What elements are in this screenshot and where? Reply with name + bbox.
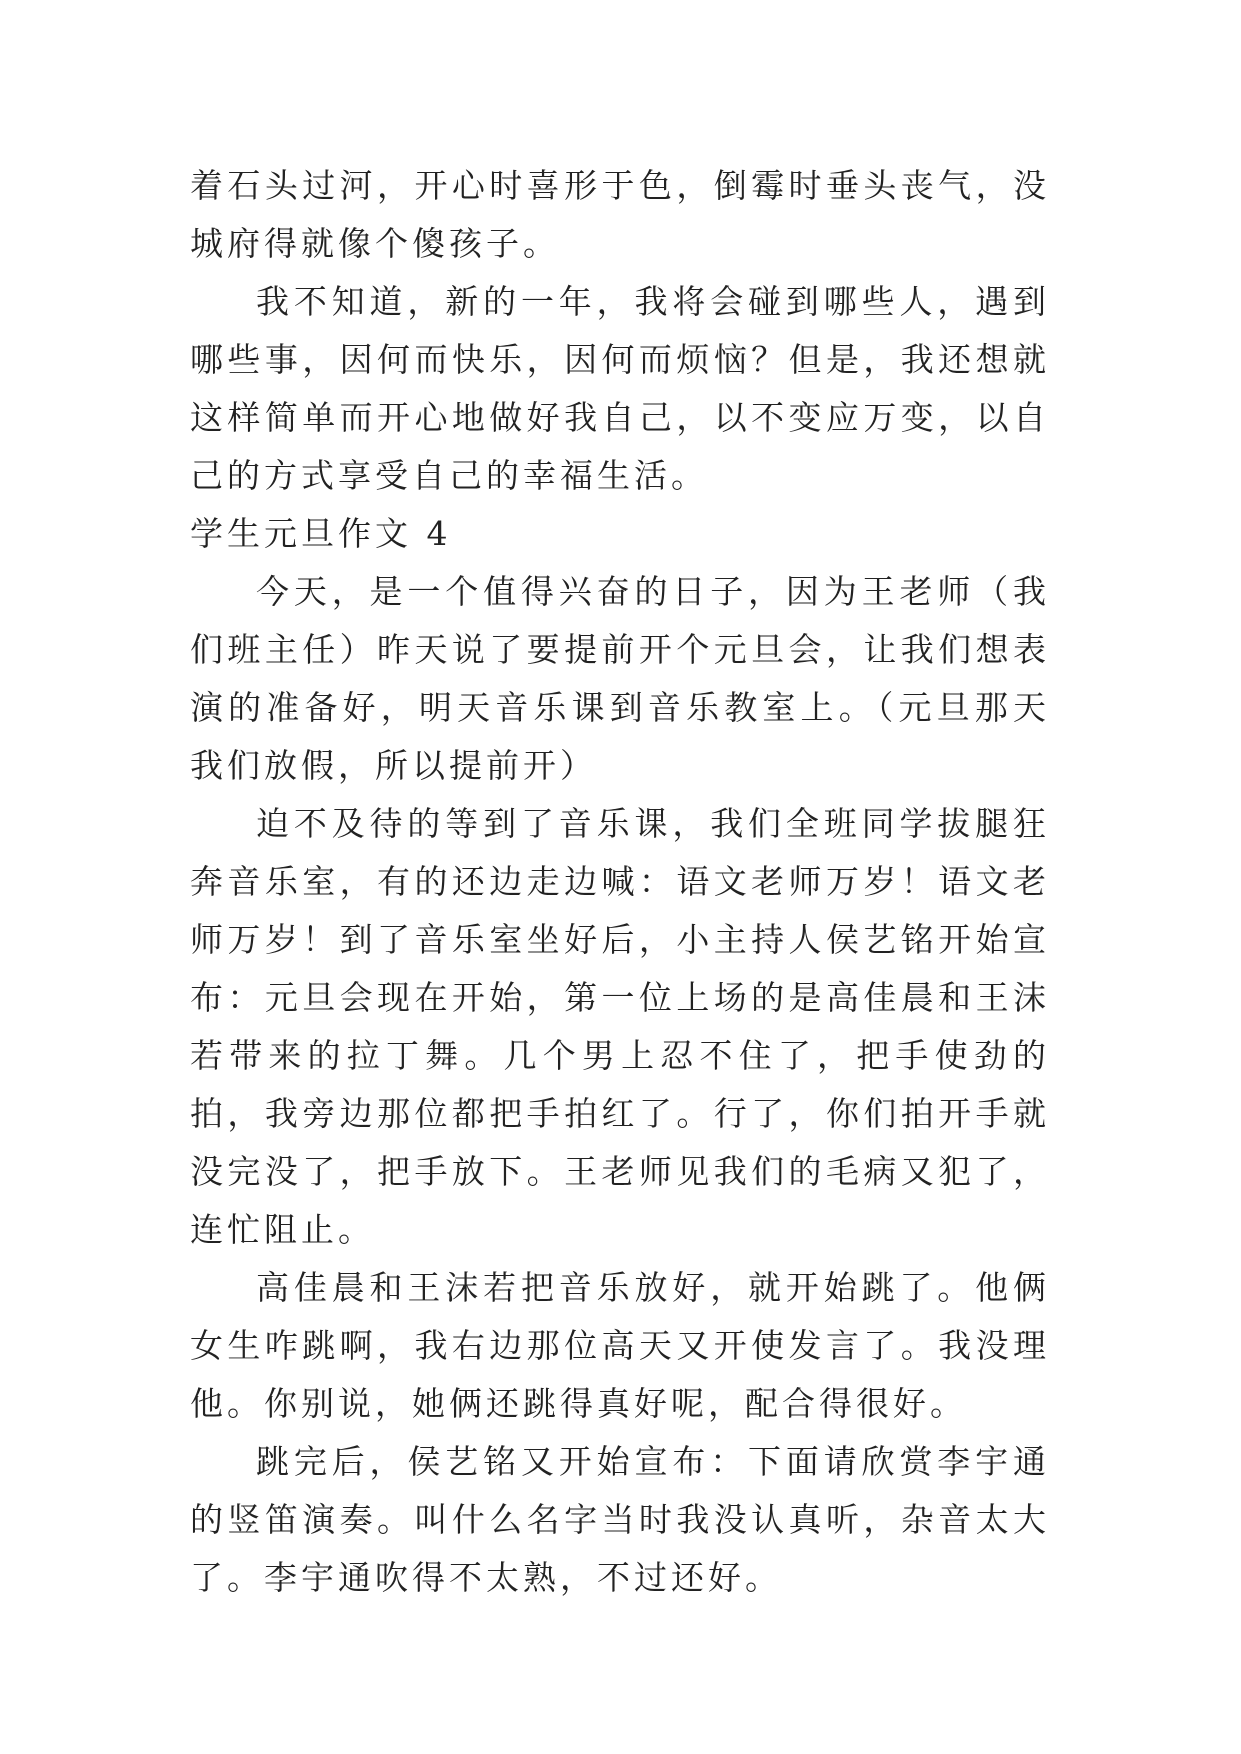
paragraph: 迫不及待的等到了音乐课，我们全班同学拔腿狂奔音乐室，有的还边走边喊：语文老师万岁！语文老师万岁！到了音乐室坐好后，小主持人侯艺铭开始宣布：元旦会现在开始，第一位上场的是高佳晨和王沫若带来的拉丁舞。几个男上忍不住了，把手使劲的拍，我旁边那位都把手拍红了。行了，你们拍开手就没完没了，把手放下。王老师见我们的毛病又犯了，连忙阻止。	[190, 804, 1050, 1249]
paragraph: 高佳晨和王沫若把音乐放好，就开始跳了。他俩女生咋跳啊，我右边那位高天又开使发言了。我没理他。你别说，她俩还跳得真好呢，配合得很好。	[190, 1268, 1050, 1423]
section-heading: 学生元旦作文 4	[190, 514, 452, 553]
document-body	[190, 157, 1050, 1607]
paragraph: 跳完后，侯艺铭又开始宣布：下面请欣赏李宇通的竖笛演奏。叫什么名字当时我没认真听，杂音太大了。李宇通吹得不太熟，不过还好。	[190, 1442, 1050, 1597]
paragraph: 今天，是一个值得兴奋的日子，因为王老师（我们班主任）昨天说了要提前开个元旦会，让我们想表演的准备好，明天音乐课到音乐教室上。（元旦那天我们放假，所以提前开）	[190, 572, 1050, 785]
paragraph: 我不知道，新的一年，我将会碰到哪些人，遇到哪些事，因何而快乐，因何而烦恼？但是，我还想就这样简单而开心地做好我自己，以不变应万变，以自己的方式享受自己的幸福生活。	[190, 282, 1050, 495]
paragraph-continuation: 着石头过河，开心时喜形于色，倒霉时垂头丧气，没城府得就像个傻孩子。	[190, 166, 1050, 263]
